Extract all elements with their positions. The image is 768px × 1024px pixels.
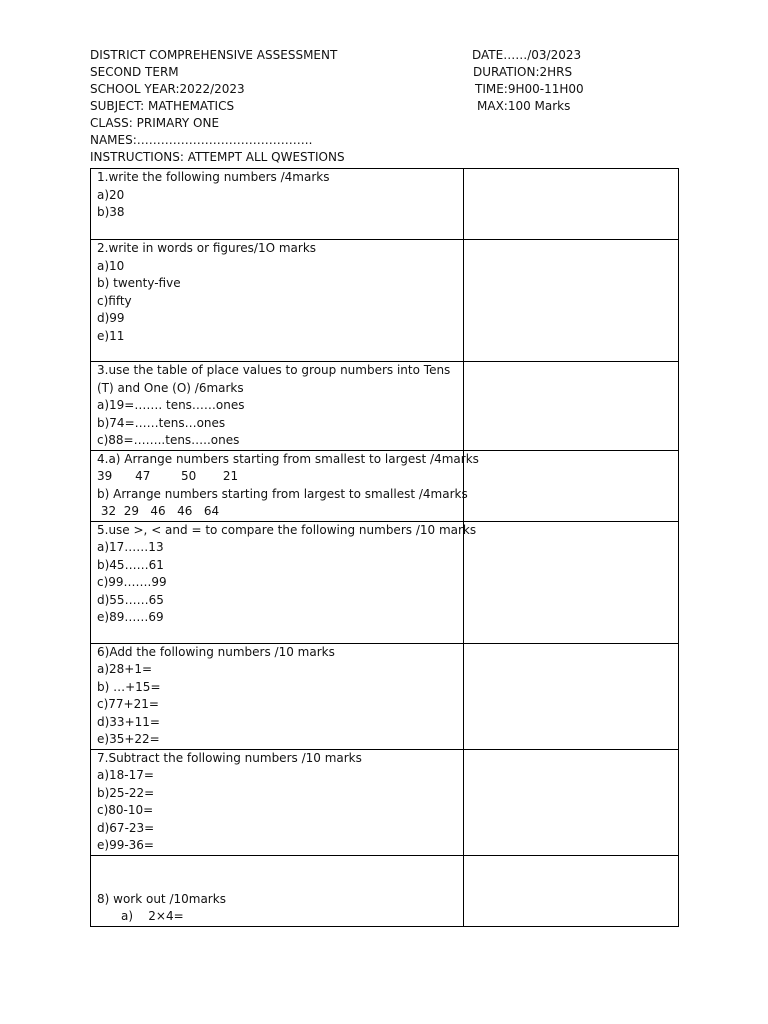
question-row-4: [91, 450, 679, 521]
question-item: a)28+1=: [97, 662, 153, 676]
question-item: b) twenty-five: [97, 276, 181, 290]
question-row-5: [91, 521, 679, 643]
question-item: c)77+21=: [97, 697, 159, 711]
question-item: d)67-23=: [97, 820, 155, 835]
question-item: b)38: [97, 205, 125, 219]
question-cell: [91, 749, 464, 855]
question-item: e)99-36=: [97, 838, 154, 852]
answer-cell[interactable]: [464, 855, 679, 926]
question-title: 2.write in words or figures/1O marks: [97, 241, 317, 255]
assessment-title: DISTRICT COMPREHENSIVE ASSESSMENT: [90, 48, 338, 62]
blank-line: [97, 856, 463, 874]
question-item: e)11: [97, 328, 125, 343]
question-row-3: [91, 362, 679, 451]
question-item: b) …+15=: [97, 679, 161, 694]
question-row-8: [91, 855, 679, 926]
subject: SUBJECT: MATHEMATICS: [90, 99, 235, 113]
question-item: b)45……61: [97, 557, 164, 572]
question-item: d)33+11=: [97, 714, 160, 729]
question-cell: [91, 855, 464, 926]
question-cell: [91, 521, 477, 643]
answer-cell[interactable]: [464, 749, 679, 855]
answer-cell[interactable]: [464, 240, 679, 362]
names-field: NAMES:……………………………………..: [90, 133, 313, 147]
question-title: 8) work out /10marks: [97, 891, 226, 906]
date: DATE……/03/2023: [472, 48, 582, 62]
instructions: INSTRUCTIONS: ATTEMPT ALL QWESTIONS: [90, 150, 345, 164]
question-row-6: [91, 643, 679, 749]
question-item: e)89……69: [97, 610, 164, 624]
question-item: c)99…….99: [97, 575, 167, 589]
question-cell: [91, 169, 464, 240]
answer-cell[interactable]: [464, 169, 679, 240]
question-item: 32 29 46 46 64: [97, 504, 220, 518]
max-marks: MAX:100 Marks: [477, 99, 571, 113]
question-title: 4.a) Arrange numbers starting from smallest to largest /4marks: [97, 451, 479, 466]
question-cell: [91, 643, 464, 749]
question-title: 7.Subtract the following numbers /10 marks: [97, 750, 362, 765]
question-item: a)17……13: [97, 540, 164, 554]
question-row-2: [91, 240, 679, 362]
question-item: b)25-22=: [97, 785, 155, 800]
question-item: a)20: [97, 187, 125, 202]
question-title: 1.write the following numbers /4marks: [97, 170, 330, 184]
question-cell: [91, 450, 479, 521]
question-item: e)35+22=: [97, 732, 160, 746]
question-title: 3.use the table of place values to group numbers into Tens (T) and One (O) /6marks: [97, 363, 451, 395]
class: CLASS: PRIMARY ONE: [90, 116, 220, 130]
question-item: 39 47 50 21: [97, 469, 239, 483]
answer-cell[interactable]: [464, 362, 679, 451]
question-item: a)18-17=: [97, 768, 154, 782]
answer-cell[interactable]: [464, 450, 679, 521]
header-left: [90, 47, 345, 166]
question-item: c)88=……..tens…..ones: [97, 433, 240, 447]
questions-table: [90, 168, 679, 927]
duration: DURATION:2HRS: [473, 65, 573, 79]
blank-line: [97, 873, 463, 891]
question-row-1: [91, 169, 679, 240]
answer-cell[interactable]: [464, 643, 679, 749]
question-item: d)99: [97, 311, 125, 325]
question-item: a)10: [97, 258, 125, 273]
answer-cell[interactable]: [464, 521, 679, 643]
question-item: a) 2×4=: [121, 909, 184, 923]
question-cell: [91, 240, 464, 362]
question-row-7: [91, 749, 679, 855]
school-year: SCHOOL YEAR:2022/2023: [90, 82, 245, 96]
question-title: 5.use >, < and = to compare the following numbers /10 marks: [97, 522, 477, 537]
term: SECOND TERM: [90, 65, 179, 79]
question-title: 6)Add the following numbers /10 marks: [97, 644, 335, 659]
time: TIME:9H00-11H00: [475, 82, 584, 96]
question-item: b)74=……tens…ones: [97, 415, 226, 430]
header-right: [472, 47, 584, 115]
question-item: a)19=……. tens……ones: [97, 398, 245, 412]
question-item: b) Arrange numbers starting from largest to smallest /4marks: [97, 486, 468, 501]
question-cell: [91, 362, 464, 451]
question-item: d)55……65: [97, 592, 164, 607]
question-item: c)fifty: [97, 293, 132, 308]
question-item: c)80-10=: [97, 803, 154, 817]
